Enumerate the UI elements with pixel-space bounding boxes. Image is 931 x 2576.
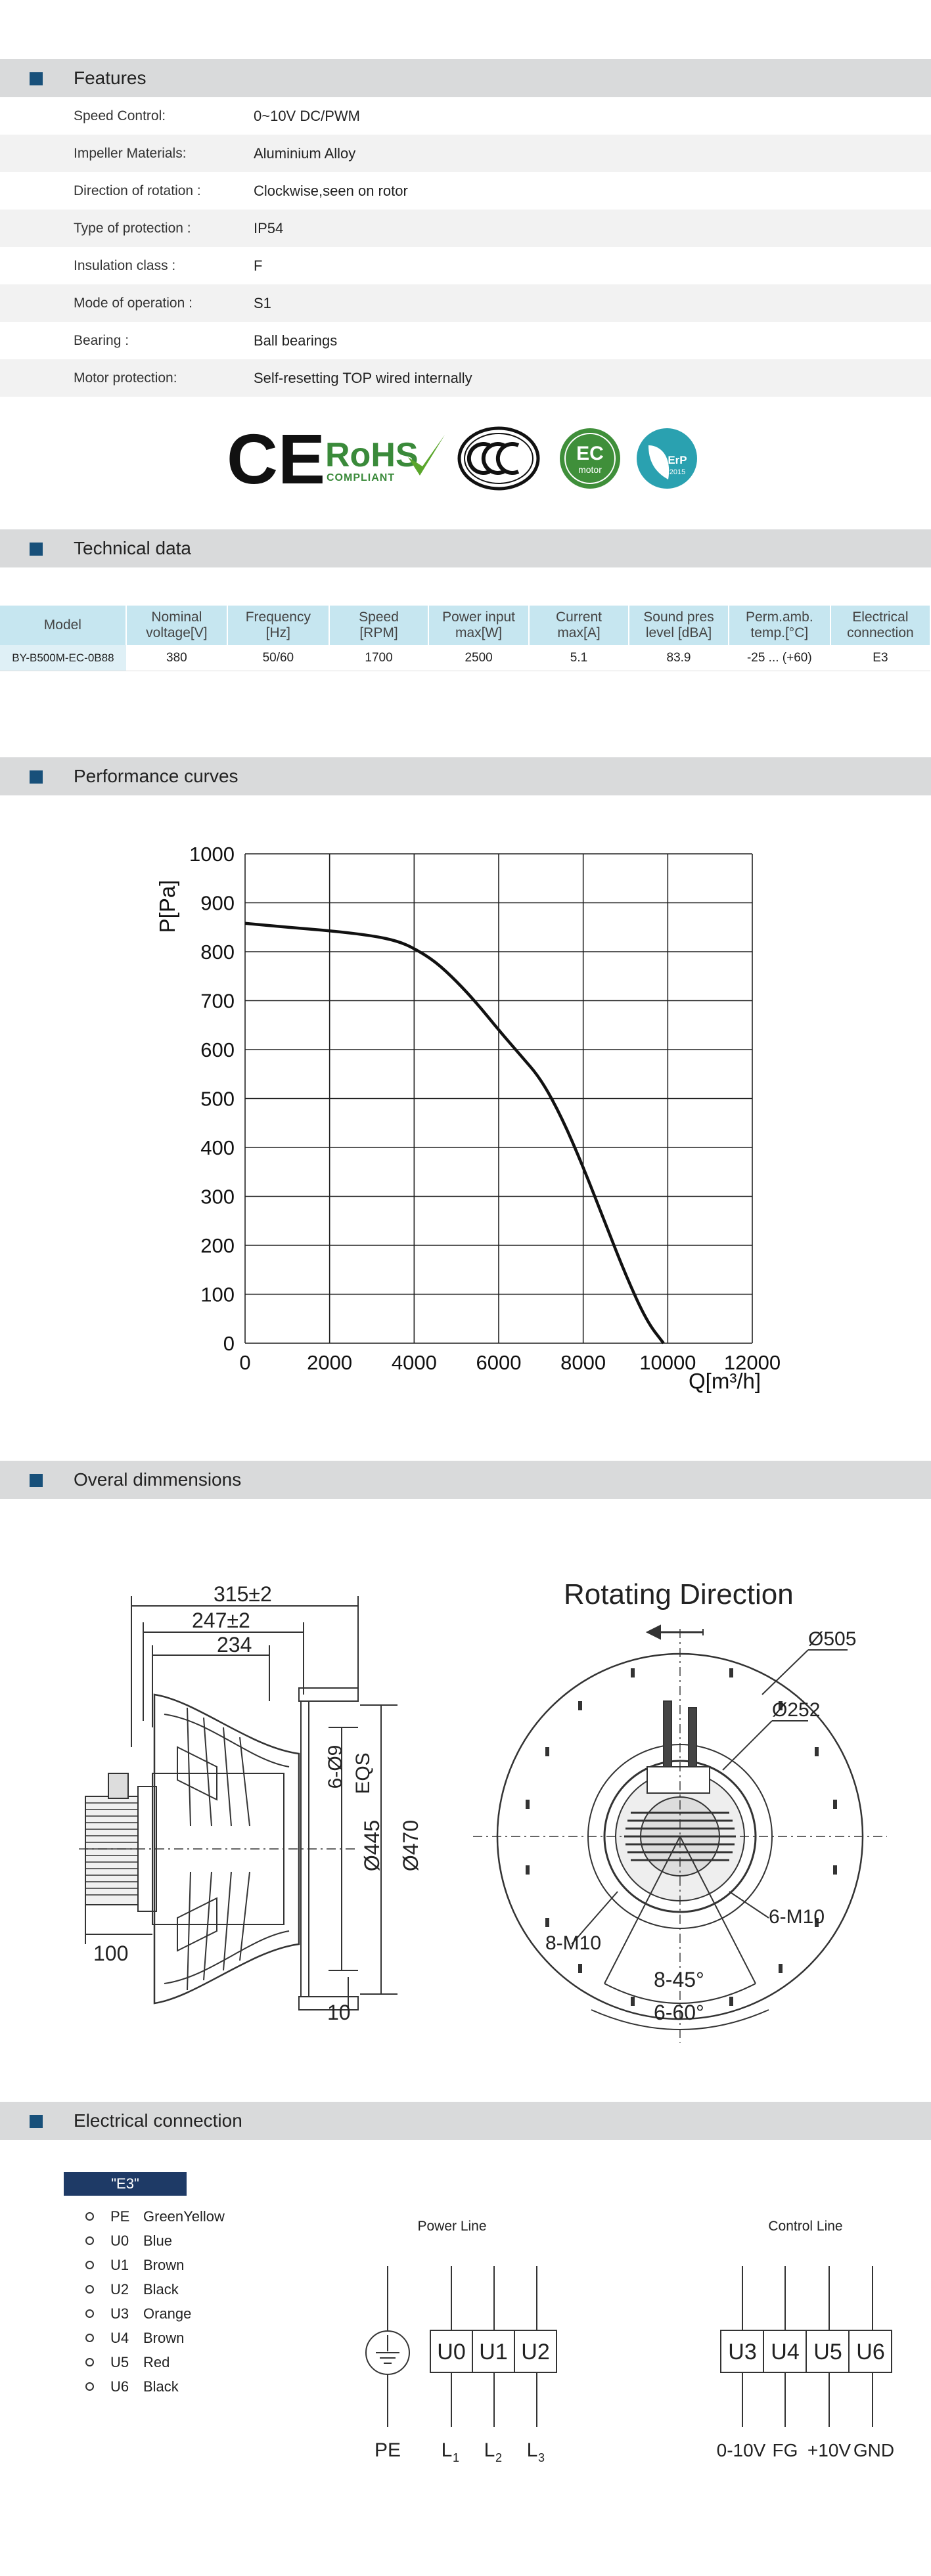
table-cell: 50/60 [227,645,329,671]
svg-text:U6: U6 [856,2340,885,2365]
feature-label: Motor protection: [74,370,177,386]
table-header-cell [529,606,629,645]
svg-text:FG: FG [772,2440,798,2460]
table-cell: 1700 [329,645,429,671]
ec-motor-logo-icon [557,426,623,491]
series-line [245,923,664,1343]
x-tick-label: 8000 [560,1351,606,1374]
section-square-icon [30,543,43,556]
feature-label: Bearing : [74,333,129,348]
header-line: level [dBA] [645,625,712,640]
header-line: Model [43,617,81,633]
svg-text:GND: GND [853,2440,895,2460]
table-cell: 5.1 [529,645,629,671]
feature-row [0,322,931,359]
header-line: max[A] [557,625,601,640]
header-line: [Hz] [265,625,291,640]
svg-text:EC: EC [576,443,604,464]
technical-table [0,606,931,671]
table-header-cell [0,606,126,645]
section-square-icon [30,2115,43,2128]
table-header-cell [428,606,528,645]
svg-text:100: 100 [93,1942,129,1965]
table-header-cell [126,606,227,645]
svg-text:315±2: 315±2 [214,1582,272,1606]
wire-code: U3 [110,2305,129,2322]
header-line: connection [847,625,914,640]
wire-code: U5 [110,2354,129,2370]
svg-text:6-Ø9: 6-Ø9 [325,1744,346,1789]
svg-text:8-45°: 8-45° [654,1968,704,1991]
performance-header [0,757,931,795]
dimension-drawings [0,1550,931,2049]
feature-label: Type of protection : [74,221,191,236]
y-tick-label: 300 [200,1185,235,1209]
wire-code: U2 [110,2281,129,2298]
feature-label: Direction of rotation : [74,183,201,198]
table-cell: 2500 [428,645,528,671]
electrical-header [0,2102,931,2140]
feature-label: Insulation class : [74,258,176,273]
header-line: temp.[°C] [750,625,809,640]
svg-text:L: L [441,2439,453,2461]
section-square-icon [30,72,43,85]
svg-text:Ø505: Ø505 [808,1628,857,1650]
svg-text:ErP: ErP [668,454,687,466]
svg-text:0-10V: 0-10V [716,2440,766,2460]
table-cell: 83.9 [629,645,729,671]
table-header-cell [329,606,429,645]
feature-row [0,135,931,172]
header-line: Sound pres [643,610,714,625]
chart-grid [245,854,752,1343]
y-tick-label: 700 [200,989,235,1013]
section-title: Features [74,68,147,88]
header-line: Speed [359,610,399,625]
feature-row [0,359,931,397]
feature-label: Impeller Materials: [74,146,187,161]
wiring-diagram [0,2207,931,2483]
y-tick-label: 400 [200,1136,235,1159]
y-tick-label: 500 [200,1087,235,1111]
svg-text:2: 2 [495,2451,503,2464]
wire-code: U1 [110,2257,129,2273]
svg-text:RoHS: RoHS [325,436,419,474]
svg-text:2015: 2015 [669,468,686,476]
table-header-cell [729,606,830,645]
wire-color: Brown [143,2330,185,2346]
x-tick-label: 0 [239,1351,251,1374]
feature-value: Ball bearings [254,332,338,349]
feature-label: Speed Control: [74,108,166,123]
wire-color: Brown [143,2257,185,2273]
svg-text:U1: U1 [479,2340,508,2365]
svg-text:Ø445: Ø445 [360,1819,384,1872]
section-title: Technical data [74,538,192,558]
table-cell: 380 [126,645,227,671]
header-line: [RPM] [359,625,398,640]
section-title: Performance curves [74,766,238,786]
svg-text:EQS: EQS [352,1752,374,1794]
wire-color: Orange [143,2305,192,2322]
feature-row [0,97,931,135]
x-tick-label: 6000 [476,1351,522,1374]
section-square-icon [30,1474,43,1487]
wire-color: Blue [143,2232,173,2249]
wire-code: PE [110,2208,130,2225]
table-cell: E3 [830,645,930,671]
feature-row [0,210,931,247]
svg-text:U2: U2 [521,2340,550,2365]
wire-color: GreenYellow [143,2208,225,2225]
feature-value: 0~10V DC/PWM [254,108,360,124]
header-line: Electrical [852,610,909,625]
feature-value: Clockwise,seen on rotor [254,183,408,199]
features-header [0,59,931,97]
header-line: Perm.amb. [745,610,813,625]
wire-code: U6 [110,2378,129,2395]
svg-text:U4: U4 [771,2340,800,2365]
svg-text:3: 3 [537,2451,545,2464]
power-line-title: Power Line [417,2219,487,2234]
svg-text:10: 10 [327,2001,351,2024]
svg-text:U3: U3 [728,2340,757,2365]
svg-text:U0: U0 [437,2340,466,2365]
connection-badge: "E3" [64,2172,187,2196]
table-row [0,645,930,671]
x-tick-label: 4000 [391,1351,437,1374]
y-tick-label: 100 [200,1283,235,1306]
section-square-icon [30,770,43,784]
x-axis-label: Q[m³/h] [689,1369,761,1393]
feature-row [0,247,931,284]
header-line: Current [555,610,602,625]
header-line: Power input [442,610,516,625]
rohs-logo-icon [324,426,449,491]
svg-text:Ø252: Ø252 [772,1699,821,1721]
table-header-cell [227,606,329,645]
performance-chart [0,808,931,1419]
technical-header [0,529,931,567]
control-line-title: Control Line [768,2219,843,2234]
ce-mark-icon [227,419,326,499]
erp-logo-icon [634,426,700,491]
feature-value: S1 [254,295,271,311]
wire-code: U0 [110,2232,129,2249]
svg-text:L: L [526,2439,538,2461]
svg-text:Ø470: Ø470 [399,1819,422,1872]
svg-text:L: L [484,2439,495,2461]
feature-value: F [254,257,263,274]
table-header-cell [830,606,930,645]
svg-text:247±2: 247±2 [192,1609,250,1632]
svg-text:CE: CE [227,419,326,499]
wire-code: U4 [110,2330,129,2346]
header-line: voltage[V] [146,625,208,640]
svg-text:motor: motor [578,464,602,475]
feature-label: Mode of operation : [74,296,193,311]
feature-value: IP54 [254,220,284,236]
table-cell: BY-B500M-EC-0B88 [0,645,126,671]
y-tick-label: 900 [200,891,235,915]
header-line: Nominal [151,610,202,625]
table-header-row [0,606,930,645]
x-tick-label: 12000 [723,1351,781,1374]
section-title: Overal dimmensions [74,1469,242,1490]
feature-row [0,284,931,322]
table-cell: -25 ... (+60) [729,645,830,671]
y-tick-label: 0 [223,1332,235,1355]
y-tick-label: 1000 [189,843,235,866]
table-header-cell [629,606,729,645]
svg-text:COMPLIANT: COMPLIANT [327,472,396,483]
wire-color: Black [143,2281,179,2298]
svg-text:Rotating Direction: Rotating Direction [564,1578,794,1610]
svg-text:8-M10: 8-M10 [545,1932,602,1954]
feature-value: Aluminium Alloy [254,145,356,162]
dimensions-header [0,1461,931,1499]
header-line: max[W] [455,625,503,640]
ccc-logo-icon [457,426,542,491]
wire-color: Red [143,2354,170,2370]
y-tick-label: 600 [200,1038,235,1061]
svg-text:+10V: +10V [807,2440,852,2460]
feature-value: Self-resetting TOP wired internally [254,370,472,386]
section-title: Electrical connection [74,2110,242,2131]
svg-text:234: 234 [217,1633,252,1656]
x-tick-label: 2000 [307,1351,353,1374]
y-tick-label: 800 [200,941,235,964]
feature-row [0,172,931,210]
x-tick-label: 10000 [639,1351,696,1374]
svg-text:PE: PE [374,2439,401,2461]
header-line: Frequency [245,610,311,625]
svg-text:1: 1 [452,2451,460,2464]
wire-color: Black [143,2378,179,2395]
y-axis-label: P[Pa] [155,879,179,933]
y-tick-labels [189,843,235,1355]
svg-text:6-M10: 6-M10 [769,1906,825,1928]
svg-text:U5: U5 [813,2340,842,2365]
y-tick-label: 200 [200,1234,235,1257]
svg-text:6-60°: 6-60° [654,2001,704,2024]
